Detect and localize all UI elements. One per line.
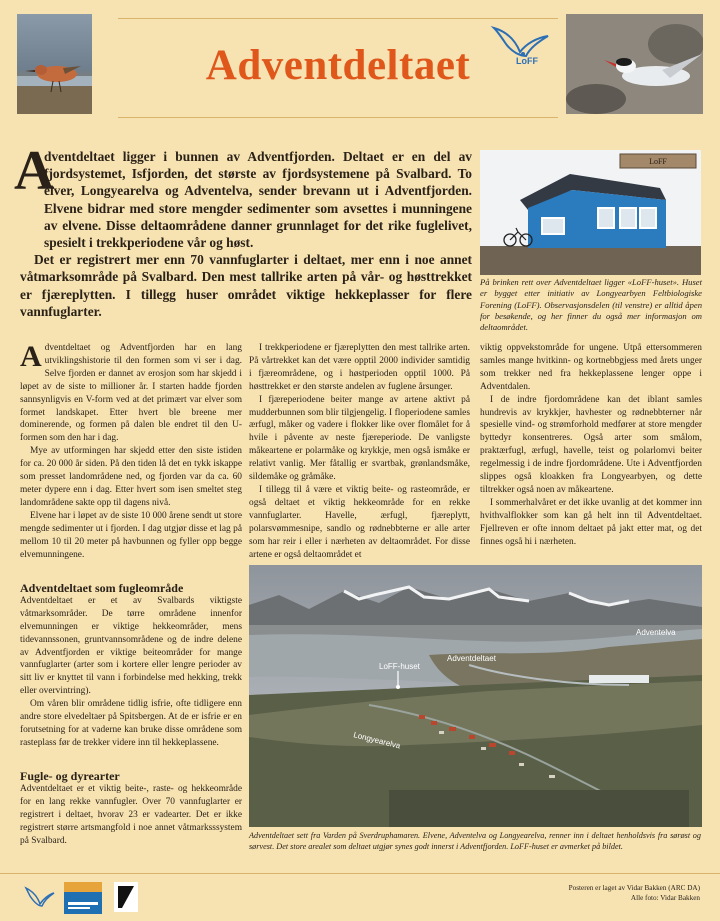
col1-paragraph-3: Elvene har i løpet av de siste 10 000 årene sendt ut store mengde sedimenter ut i fjorden. I dag utgjør disse et lag på mellom 10 til 20 meter på havbunnen og fyller opp begge elvemunningene. <box>20 510 242 560</box>
poster-credits <box>560 884 700 903</box>
red-phalarope-photo <box>17 14 92 114</box>
adventdeltaet-label: Adventdeltaet <box>447 654 496 663</box>
loff-logo-icon <box>24 884 56 912</box>
arc-logo-icon <box>114 882 138 912</box>
intro-text <box>20 148 472 320</box>
col1-paragraph-1 <box>20 342 242 445</box>
body-column-1 <box>20 342 242 561</box>
hut-sign-text: LoFF <box>649 157 667 166</box>
poster-header <box>0 0 720 130</box>
col1-paragraph-1-text: dventdeltaet og Adventfjorden har en lang utviklingshistorie til den formen som vi ser i dag. Selve fjorden er dannet av erosjon som har skjedd i løpet av de siste to millioner år. I starten hadde fjorden sannsynligvis en V-form ved at det primært var elver som formet landskapet. Etter hvert ble breene mer dominerende, og formen på dalen ble endret til den U-formen som den har i dag. <box>20 343 242 444</box>
delta-photo-caption: Adventdeltaet sett fra Varden på Sverdruphamaren. Elvene, Adventelva og Longyearelva, renner inn i deltaet henholdsvis fra sørøst og sørvest. Det store arealet som deltaet utgjør synes godt innerst i Adventfjorden. LoFF-huset er avmerket på bildet. <box>249 831 701 851</box>
intro-paragraph-1 <box>20 148 472 251</box>
col2-paragraph-3: I tillegg til å være et viktig beite- og rasteområde, er også deltaet et viktig hekkeområde for en rekke vannfuglarter. Havelle, ærfugl, fjæreplytt, polarsvømmesnipe, sandlo og rødnebbterne er alle arter som har reir i eller i nærheten av deltaområdet. For disse artene er også deltaområdet et <box>249 484 470 560</box>
loff-huset-label: LoFF-huset <box>379 662 420 671</box>
section-species <box>20 770 242 847</box>
intro-dropcap: A <box>14 140 55 202</box>
adventelva-label: Adventelva <box>636 628 676 637</box>
col1-paragraph-2: Mye av utformingen har skjedd etter den siste istiden for ca. 20 000 år siden. På den tiden lå det en tykk iskappe som presset landområdene ned, og fjorden var da ca. 60 meter dypere enn i dag. Etter hvert som isen smeltet steg landområdene sakte opp til dagens nivå. <box>20 446 242 508</box>
hut-photo-caption: På brinken rett over Adventdeltaet ligger «LoFF-huset». Huset er bygget etter initiativ av Longyearbyen Feltbiologiske Forening (LoFF). Observasjonsdelen (til venstre) er alltid åpen for besøkende, og her finner du også mer informasjon om deltaområdet. <box>480 277 702 333</box>
section-bird-area-heading: Adventdeltaet som fugleområde <box>20 581 184 595</box>
section-bird-area-paragraph-1: Adventdeltaet er et av Svalbards viktigste våtmarksområder. De tørre områdene innenfor elvemunningen er viktige hekkeområder, mens tidevannssonen, gruntvannsområdene og de indre delene av Adventfjorden er viktige beiteområder for mange vannfuglarter (arter som i kortere eller lengre perioder av sitt liv er knyttet til vann i forbindelse med hekking, trekk eller overvintring). <box>20 595 242 697</box>
credit-photos: Alle foto: Vidar Bakken <box>630 893 700 902</box>
poster-title: Adventdeltaet <box>205 42 471 89</box>
col3-paragraph-1: viktig oppvekstområde for ungene. Utpå ettersommeren samles mange hvitkinn- og kortnebbgjess med årets unger som trekker ned fra hekkeplassene lenger oppe i Adventdalen. <box>480 343 702 392</box>
section-bird-area-paragraph-2: Om våren blir områdene tidlig isfrie, ofte tidligere enn andre store elvedeltaer på Spitsbergen. At de er isfrie er en forutsetning for at vaderne kan bruke disse områdene som rasteplass før de trekker videre inn til hekkeplassene. <box>20 699 242 748</box>
col3-paragraph-2: I de indre fjordområdene kan det iblant samles hundrevis av krykkjer, havhester og rødnebbterner når spesielle vind- og strømforhold medfører at store mengder byttedyr konsentreres. Også arter som smålom, praktærfugl, ærfugl, havelle, teist og polarlomvi beiter regelmessig i de indre fjordområdene. Ute i Adventfjorden slippes også kloakken fra Longyearbyen, og dette tiltrekker også noen av måkeartene. <box>480 394 702 495</box>
loff-logo-text: LoFF <box>516 56 538 66</box>
col2-paragraph-1: I trekkperiodene er fjæreplytten den mest tallrike arten. På vårtrekket kan det være opptil 2000 individer samtidig i fjæreområdene, og i høstperioden opptil 1000. På høsttrekket er den største andelen av fuglene årsunger. <box>249 343 470 392</box>
body-column-3 <box>480 342 702 549</box>
credit-author: Posteren er laget av Vidar Bakken (ARC DA) <box>568 884 700 892</box>
intro-paragraph-2: Det er registrert mer enn 70 vannfuglarter i deltaet, mer enn i noe annet våtmarksområde på Svalbard. Den mest tallrike arten på vår- og høsttrekket er fjæreplytten. I tillegg huser området viktige hekkeplasser for flere vannfuglarter. <box>20 252 472 319</box>
section-bird-area <box>20 582 242 750</box>
delta-aerial-photo <box>249 565 702 827</box>
intro-paragraph-1-text: dventdeltaet ligger i bunnen av Adventfjorden. Deltaet er en del av fjordsystemet, Isfjorden, det største av fjordsystemene på Svalbard. To elver, Longyearelva og Adventelva, sender brevann ut i Adventfjorden. Elvene bidrar med store mengder sedimenter som avsettes i munningene av elvene. Disse deltaområdene danner grunnlaget for det rike fuglelivet, spesielt i trekkperiodene vår og høst. <box>44 149 472 251</box>
body-column-2 <box>249 342 470 561</box>
col2-paragraph-2: I fjæreperiodene beiter mange av artene aktivt på mudderbunnen som blir tilgjengelig. I floperiodene samles ærfugl, måker og vadere i flokker like over flomålet for å hvile i påvente av neste fjæreperiode. De vanligste måkeartene er polarmåke og krykkje, men også ismåke er relativt vanlig. Mer fåtallig er svartbak, grønlandsmåke, sildemåke og gråmåke. <box>249 394 470 483</box>
longyearelva-label: Longyearelva <box>352 730 402 751</box>
section-species-paragraph-1: Adventdeltaet er et viktig beite-, raste- og hekkeområde for en lang rekke vannfugler. Over 70 vannfuglarter er registrert i deltaet, hvorav 23 er vadearter. Det er ikke registrert større artsmangfold i noe annet våtmarksssystem på Svalbard. <box>20 783 242 846</box>
loff-huset-photo <box>480 150 701 275</box>
col1-dropcap: A <box>20 340 42 373</box>
arctic-tern-photo <box>566 14 703 114</box>
svalbard-miljovernfond-logo-icon <box>64 882 102 914</box>
section-species-heading: Fugle- og dyrearter <box>20 769 120 783</box>
col3-paragraph-3: I sommerhalvåret er det ikke uvanlig at det kommer inn hvithvalflokker som kan gå helt inn til Adventdeltaet. Fjellreven er ofte innom deltaet på jakt etter mat, og det finnes også hi i nærheten. <box>480 497 702 547</box>
